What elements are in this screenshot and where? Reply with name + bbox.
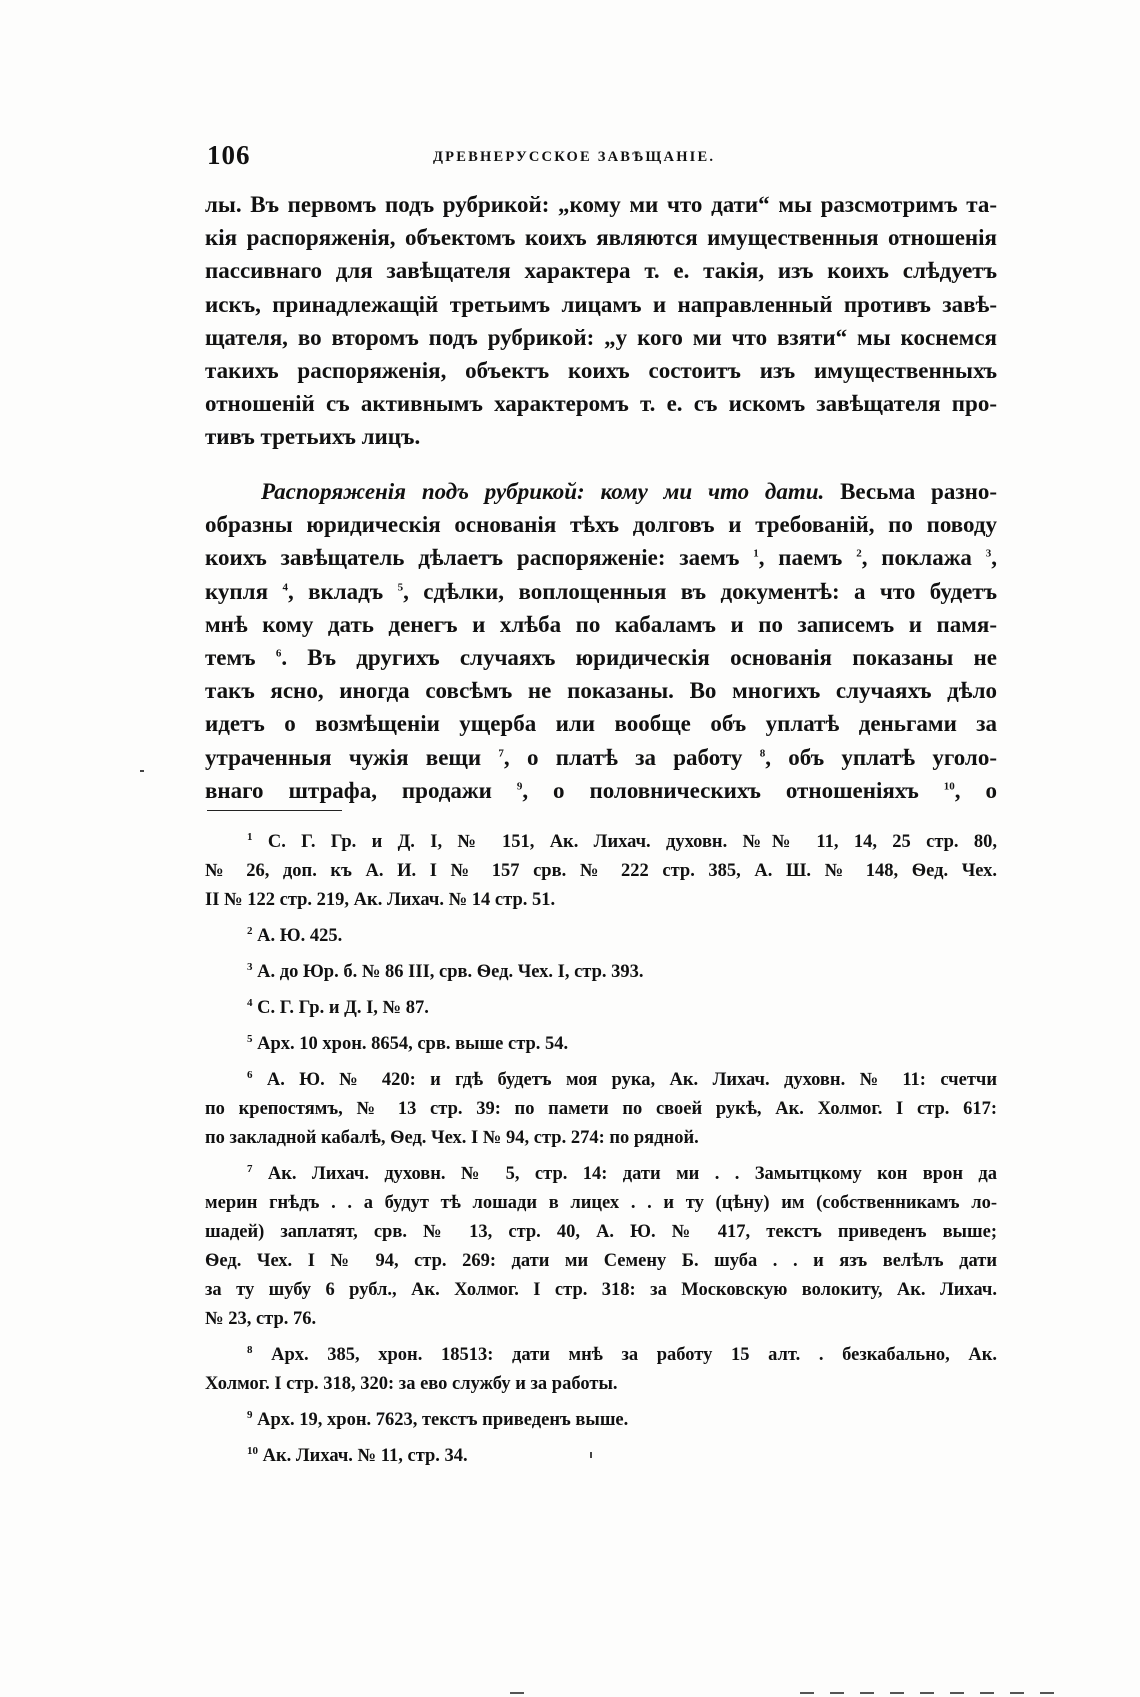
page-number: 106 xyxy=(207,140,251,170)
footnote-ref: 5 xyxy=(397,580,404,593)
scan-mark xyxy=(800,1692,1060,1694)
text-line: искъ, принадлежащій третьимъ лицамъ и направленный противъ завѣ- xyxy=(205,291,997,317)
footnote-line: $^8$ Арх. 385, хрон. 18513: дати мнѣ за работу 15 алт. . безкабально, Ак. xyxy=(247,1343,997,1365)
text-line: темъ $^6$. Въ другихъ случаяхъ юридическія основанія показаны не xyxy=(205,644,997,670)
text-line: лы. Въ первомъ подъ рубрикой: „кому ми что дати“ мы разсмотримъ та- xyxy=(205,192,997,217)
footnote-ref: 1 xyxy=(753,547,759,560)
footnote-line: по закладной кабалѣ, Ѳед. Чех. I № 94, стр. 274: по рядной. xyxy=(205,1128,699,1148)
footnote-line: Ѳед. Чех. I № 94, стр. 269: дати ми Семену Б. шуба . . и язъ велѣлъ дати xyxy=(205,1251,997,1271)
footnote-ref: 8 xyxy=(759,746,766,759)
text-line: идетъ о возмѣщеніи ущерба или вообще объ уплатѣ деньгами за xyxy=(205,711,997,737)
text-line: такъ ясно, иногда совсѣмъ не показаны. Во многихъ случаяхъ дѣло xyxy=(205,678,997,704)
footnote-2: $^2$ А. Ю. 425. xyxy=(247,924,343,946)
footnote-ref: 6 xyxy=(275,647,282,660)
text-line: пассивнаго для завѣщателя характера т. е. такія, изъ коихъ слѣдуетъ xyxy=(205,258,997,284)
footnote-7 xyxy=(205,1160,997,1334)
page-header xyxy=(207,140,997,174)
footnote-ref: 9 xyxy=(516,780,523,793)
running-title: ДРЕВНЕРУССКОЕ ЗАВѢЩАНІЕ. xyxy=(433,149,716,165)
footnote-9: $^9$ Арх. 19, хрон. 7623, текстъ приведенъ выше. xyxy=(247,1408,629,1430)
text-line: мнѣ кому дать денегъ и хлѣба по кабаламъ и по записемъ и памя- xyxy=(205,611,997,637)
footnote-3: $^3$ А. до Юр. б. № 86 III, срв. Ѳед. Чех. I, стр. 393. xyxy=(247,960,644,982)
scan-speck xyxy=(140,770,144,772)
paragraph-2 xyxy=(205,475,997,807)
text-line: Распоряженія подъ рубрикой: кому ми что дати. Весьма разно- xyxy=(261,479,998,504)
footnote-8 xyxy=(205,1341,997,1399)
text-line: отношеній съ активнымъ характеромъ т. е. съ искомъ завѣщателя про- xyxy=(205,391,997,417)
text-line: утраченныя чужія вещи $^7$, о платѣ за работу $^8$, объ уплатѣ уголо- xyxy=(205,744,997,770)
footnote-1 xyxy=(205,828,997,915)
footnote-line: № 23, стр. 76. xyxy=(205,1309,317,1329)
footnote-line: шадей) заплатят, срв. № 13, стр. 40, А. Ю. № 417, текстъ приведенъ выше; xyxy=(205,1222,997,1242)
footnote-4: $^4$ С. Г. Гр. и Д. I, № 87. xyxy=(247,996,429,1018)
text-line: тивъ третьихъ лицъ. xyxy=(205,424,421,450)
footnote-ref: 3 xyxy=(985,547,992,560)
footnote-line: Холмог. I стр. 318, 320: за ево службу и за работы. xyxy=(205,1374,618,1394)
footnote-line: II № 122 стр. 219, Ак. Лихач. № 14 стр. 51. xyxy=(205,890,556,910)
text-line: коихъ завѣщатель дѣлаетъ распоряженіе: заемъ $^1$, паемъ $^2$, поклажа $^3$, xyxy=(205,545,997,571)
footnote-line: $^7$ Ак. Лихач. духовн. № 5, стр. 14: дати ми . . Замытцкому кон врон да xyxy=(247,1162,997,1184)
footnote-ref: 2 xyxy=(856,547,862,560)
footnote-line: № 26, доп. къ А. И. I № 157 срв. № 222 стр. 385, А. Ш. № 148, Ѳед. Чех. xyxy=(205,861,997,881)
footnote-line: $^6$ А. Ю. № 420: и гдѣ будетъ моя рука, Ак. Лихач. духовн. № 11: счетчи xyxy=(247,1068,998,1090)
section-heading: Распоряженія подъ рубрикой: кому ми что дати. xyxy=(261,479,825,504)
footnote-ref: 7 xyxy=(498,746,504,759)
footnote-line: $^1$ С. Г. Гр. и Д. I, № 151, Ак. Лихач. духовн. №№ 11, 14, 25 стр. 80, xyxy=(247,830,998,852)
footnote-10: $^{10}$ Ак. Лихач. № 11, стр. 34. xyxy=(247,1444,468,1466)
footnote-line: мерин гнѣдъ . . а будут тѣ лошади в лицех . . и ту (цѣну) им (собственникамъ ло- xyxy=(205,1193,997,1213)
text-line: внаго штрафа, продажи $^9$, о половническихъ отношеніяхъ $^{10}$, о xyxy=(205,777,998,803)
footnote-ref: 4 xyxy=(282,580,288,593)
footnote-separator xyxy=(207,810,342,811)
footnote-5: $^5$ Арх. 10 хрон. 8654, срв. выше стр. 54. xyxy=(247,1032,569,1054)
text-line: такихъ распоряженія, объектъ коихъ состоитъ изъ имущественныхъ xyxy=(205,357,997,383)
footnote-line: за ту шубу 6 рубл., Ак. Холмог. I стр. 318: за Московскую волокиту, Ак. Лихач. xyxy=(205,1280,997,1300)
text-line: образны юридическія основанія тѣхъ долговъ и требованій, по поводу xyxy=(205,512,997,538)
footnote-line: по крепостямъ, № 13 стр. 39: по памети по своей рукѣ, Ак. Холмог. I стр. 617: xyxy=(205,1099,997,1119)
text-line: кія распоряженія, объектомъ коихъ являются имущественныя отношенія xyxy=(205,225,997,251)
scan-speck xyxy=(590,1452,592,1458)
footnote-6 xyxy=(205,1066,997,1153)
scan-mark xyxy=(510,1692,524,1694)
footnotes xyxy=(205,828,997,1471)
paragraph-1 xyxy=(205,188,997,454)
text-line: купля $^4$, вкладъ $^5$, сдѣлки, воплощенныя въ документѣ: а что будетъ xyxy=(205,578,997,604)
text-line: щателя, во второмъ подъ рубрикой: „у кого ми что взяти“ мы коснемся xyxy=(205,324,997,350)
footnote-ref: 10 xyxy=(943,780,955,793)
